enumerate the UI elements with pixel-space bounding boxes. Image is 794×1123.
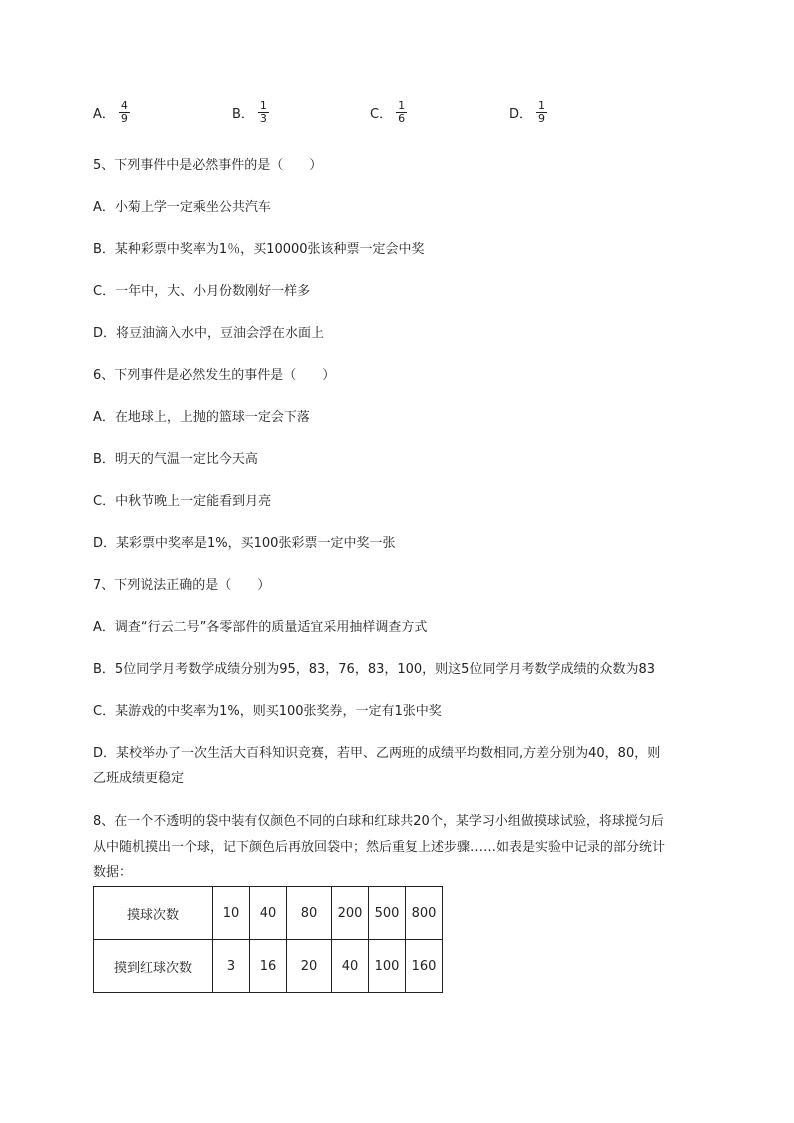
q6-option-d: D．某彩票中奖率是1%，买100张彩票一定中奖一张 xyxy=(93,536,396,551)
q5-option-a: A．小菊上学一定乘坐公共汽车 xyxy=(93,200,271,215)
q7-option-b: B．5位同学月考数学成绩分别为95，83，76，83，100，则这5位同学月考数学成绩的众数为83 xyxy=(93,662,655,677)
table-cell: 16 xyxy=(250,940,287,993)
table-row-label: 摸球次数 xyxy=(94,887,213,940)
q7-option-a: A．调查“行云二号”各零部件的质量适宜采用抽样调查方式 xyxy=(93,620,428,635)
option-letter: D． xyxy=(509,107,533,122)
q6-option-c: C．中秋节晚上一定能看到月亮 xyxy=(93,494,272,509)
q4-option-b xyxy=(232,100,269,125)
q4-option-c xyxy=(370,100,407,125)
table-cell: 100 xyxy=(369,940,406,993)
q5-option-b: B．某种彩票中奖率为1％，买10000张该种票一定会中奖 xyxy=(93,242,425,257)
q6-option-b: B．明天的气温一定比今天高 xyxy=(93,452,258,467)
option-letter: A． xyxy=(93,107,115,122)
table-row xyxy=(94,887,443,940)
q5-option-c: C．一年中，大、小月份数刚好一样多 xyxy=(93,284,311,299)
option-letter: C． xyxy=(370,107,393,122)
q8-stem-line2: 从中随机摸出一个球，记下颜色后再放回袋中；然后重复上述步骤……如表是实验中记录的部分统计 xyxy=(93,840,666,855)
fraction-numerator: 1 xyxy=(398,99,406,112)
q8-stem-line1: 8、在一个不透明的袋中装有仅颜色不同的白球和红球共20个，某学习小组做摸球试验，将球搅匀后 xyxy=(93,814,664,829)
table-cell: 20 xyxy=(287,940,332,993)
q6-stem: 6、下列事件是必然发生的事件是（ ） xyxy=(93,368,336,383)
fraction xyxy=(119,100,130,125)
table-cell: 160 xyxy=(406,940,443,993)
table-row xyxy=(94,940,443,993)
table-cell: 40 xyxy=(332,940,369,993)
table-cell: 500 xyxy=(369,887,406,940)
q4-option-d xyxy=(509,100,547,125)
fraction-numerator: 1 xyxy=(538,99,546,112)
q5-stem: 5、下列事件中是必然事件的是（ ） xyxy=(93,158,323,173)
fraction-numerator: 1 xyxy=(259,99,267,112)
q7-option-c: C．某游戏的中奖率为1%，则买100张奖券，一定有1张中奖 xyxy=(93,704,442,719)
fraction xyxy=(258,100,269,125)
fraction-numerator: 4 xyxy=(120,99,128,112)
fraction xyxy=(536,100,547,125)
fraction-denominator: 9 xyxy=(120,112,128,125)
q6-option-a: A．在地球上，上抛的篮球一定会下落 xyxy=(93,410,310,425)
q4-option-a xyxy=(93,100,130,125)
table-cell: 80 xyxy=(287,887,332,940)
fraction-denominator: 6 xyxy=(398,112,406,125)
fraction xyxy=(396,100,407,125)
q7-stem: 7、下列说法正确的是（ ） xyxy=(93,578,271,593)
table-cell: 800 xyxy=(406,887,443,940)
table-cell: 3 xyxy=(213,940,250,993)
fraction-denominator: 3 xyxy=(259,112,267,125)
q5-option-d: D．将豆油滴入水中，豆油会浮在水面上 xyxy=(93,326,325,341)
table-cell: 200 xyxy=(332,887,369,940)
table-cell: 40 xyxy=(250,887,287,940)
option-letter: B． xyxy=(232,107,254,122)
table-row-label: 摸到红球次数 xyxy=(94,940,213,993)
q7-option-d-line1: D．某校举办了一次生活大百科知识竞赛，若甲、乙两班的成绩平均数相同,方差分别为40，80，则 xyxy=(93,746,661,761)
fraction-denominator: 9 xyxy=(538,112,546,125)
q7-option-d-line2: 乙班成绩更稳定 xyxy=(93,771,185,786)
table-cell: 10 xyxy=(213,887,250,940)
q8-stem-line3: 数据： xyxy=(93,865,133,880)
stats-table xyxy=(93,886,443,993)
